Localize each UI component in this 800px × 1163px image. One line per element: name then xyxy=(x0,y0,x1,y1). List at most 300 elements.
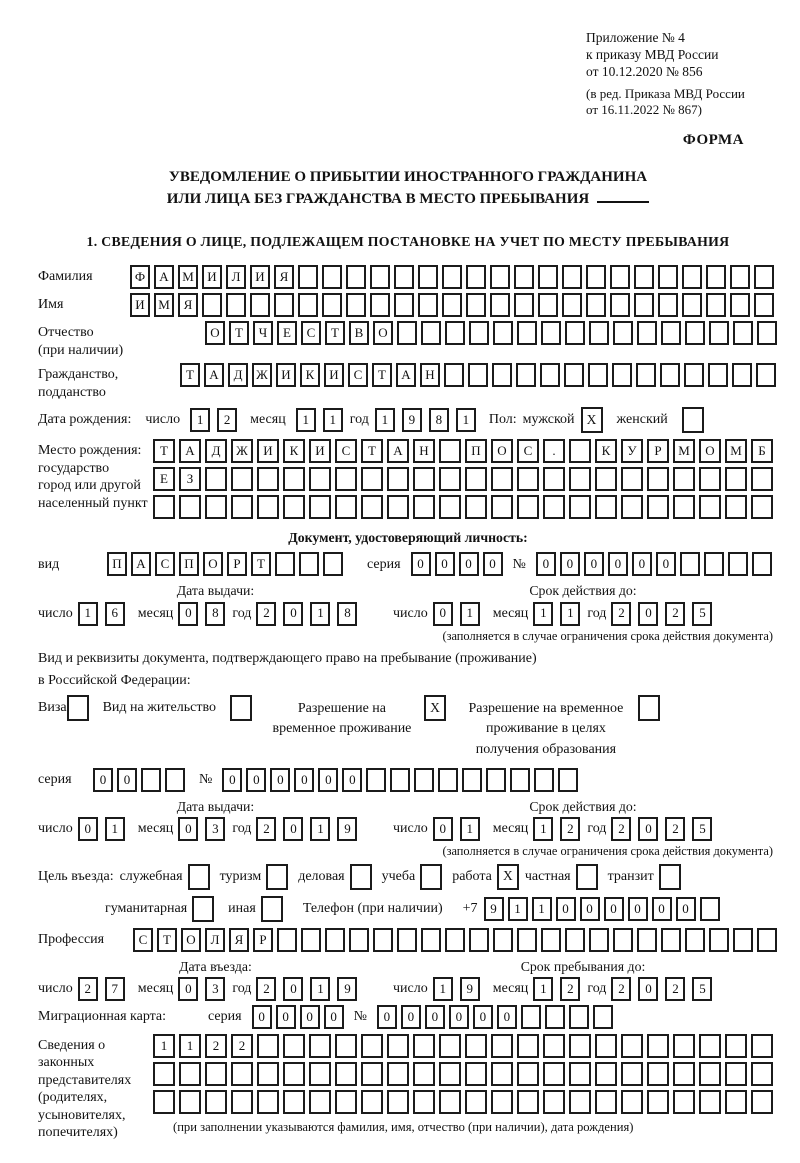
char-cell[interactable] xyxy=(725,1034,747,1058)
char-cell[interactable] xyxy=(733,928,753,952)
char-cell[interactable] xyxy=(751,495,773,519)
char-cell[interactable]: 0 xyxy=(584,552,604,576)
char-cell[interactable] xyxy=(413,1090,435,1114)
char-cell[interactable]: 0 xyxy=(93,768,113,792)
char-cell[interactable] xyxy=(231,495,253,519)
char-cell[interactable]: 0 xyxy=(560,552,580,576)
char-cell[interactable]: Я xyxy=(229,928,249,952)
char-cell[interactable]: Я xyxy=(274,265,294,289)
char-cell[interactable] xyxy=(257,1034,279,1058)
char-cell[interactable] xyxy=(413,1062,435,1086)
char-cell[interactable] xyxy=(205,495,227,519)
char-cell[interactable] xyxy=(445,928,465,952)
char-cell[interactable]: 0 xyxy=(632,552,652,576)
char-cell[interactable] xyxy=(565,321,585,345)
char-cell[interactable]: М xyxy=(178,265,198,289)
char-cell[interactable] xyxy=(517,467,539,491)
char-cell[interactable]: 0 xyxy=(276,1005,296,1029)
char-cell[interactable] xyxy=(141,768,161,792)
char-cell[interactable]: И xyxy=(250,265,270,289)
char-cell[interactable] xyxy=(610,293,630,317)
char-cell[interactable] xyxy=(754,265,774,289)
char-cell[interactable]: 1 xyxy=(310,977,330,1001)
char-cell[interactable] xyxy=(510,768,530,792)
char-cell[interactable] xyxy=(684,363,704,387)
char-cell[interactable]: Т xyxy=(180,363,200,387)
char-cell[interactable] xyxy=(757,928,777,952)
char-cell[interactable]: 0 xyxy=(638,602,658,626)
char-cell[interactable] xyxy=(709,928,729,952)
residence-number-boxes[interactable] xyxy=(222,768,582,792)
char-cell[interactable]: С xyxy=(348,363,368,387)
char-cell[interactable] xyxy=(661,321,681,345)
char-cell[interactable]: М xyxy=(154,293,174,317)
char-cell[interactable] xyxy=(231,467,253,491)
char-cell[interactable]: 0 xyxy=(78,817,98,841)
char-cell[interactable]: Т xyxy=(325,321,345,345)
char-cell[interactable] xyxy=(704,552,724,576)
char-cell[interactable] xyxy=(621,1034,643,1058)
char-cell[interactable] xyxy=(202,293,222,317)
char-cell[interactable]: П xyxy=(465,439,487,463)
char-cell[interactable]: 0 xyxy=(300,1005,320,1029)
char-cell[interactable]: И xyxy=(202,265,222,289)
char-cell[interactable] xyxy=(153,495,175,519)
char-cell[interactable]: 9 xyxy=(484,897,504,921)
char-cell[interactable]: 1 xyxy=(153,1034,175,1058)
char-cell[interactable] xyxy=(543,467,565,491)
char-cell[interactable] xyxy=(205,1062,227,1086)
char-cell[interactable] xyxy=(699,467,721,491)
identity-doc-series-boxes[interactable] xyxy=(411,552,507,576)
char-cell[interactable] xyxy=(569,1005,589,1029)
char-cell[interactable] xyxy=(517,321,537,345)
char-cell[interactable] xyxy=(361,1090,383,1114)
char-cell[interactable]: 1 xyxy=(310,817,330,841)
char-cell[interactable] xyxy=(469,321,489,345)
residence-expiry-year[interactable] xyxy=(611,817,719,841)
char-cell[interactable]: 0 xyxy=(608,552,628,576)
char-cell[interactable] xyxy=(514,265,534,289)
char-cell[interactable]: 2 xyxy=(560,817,580,841)
char-cell[interactable] xyxy=(277,928,297,952)
char-cell[interactable] xyxy=(439,1034,461,1058)
char-cell[interactable] xyxy=(543,1062,565,1086)
char-cell[interactable] xyxy=(442,293,462,317)
char-cell[interactable]: 2 xyxy=(611,602,631,626)
char-cell[interactable] xyxy=(517,495,539,519)
checkbox-official[interactable] xyxy=(188,864,210,890)
char-cell[interactable]: 0 xyxy=(433,817,453,841)
birth-place-row-3[interactable] xyxy=(153,495,777,519)
char-cell[interactable]: Р xyxy=(227,552,247,576)
char-cell[interactable]: 0 xyxy=(252,1005,272,1029)
char-cell[interactable] xyxy=(586,293,606,317)
char-cell[interactable] xyxy=(346,265,366,289)
char-cell[interactable]: . xyxy=(543,439,565,463)
char-cell[interactable] xyxy=(390,768,410,792)
char-cell[interactable] xyxy=(257,1062,279,1086)
char-cell[interactable] xyxy=(545,1005,565,1029)
char-cell[interactable] xyxy=(589,928,609,952)
char-cell[interactable] xyxy=(647,1034,669,1058)
char-cell[interactable] xyxy=(569,1090,591,1114)
checkbox-visa[interactable] xyxy=(67,695,89,721)
char-cell[interactable] xyxy=(541,928,561,952)
residence-expiry-month[interactable] xyxy=(533,817,587,841)
char-cell[interactable] xyxy=(725,495,747,519)
char-cell[interactable] xyxy=(647,1062,669,1086)
char-cell[interactable] xyxy=(301,928,321,952)
char-cell[interactable] xyxy=(673,1034,695,1058)
char-cell[interactable] xyxy=(685,928,705,952)
checkbox-temp-residence-education[interactable] xyxy=(638,695,660,721)
char-cell[interactable]: У xyxy=(621,439,643,463)
char-cell[interactable] xyxy=(335,1062,357,1086)
char-cell[interactable] xyxy=(387,1090,409,1114)
char-cell[interactable] xyxy=(562,265,582,289)
char-cell[interactable] xyxy=(658,293,678,317)
char-cell[interactable] xyxy=(682,293,702,317)
char-cell[interactable] xyxy=(361,467,383,491)
char-cell[interactable]: Я xyxy=(178,293,198,317)
char-cell[interactable] xyxy=(673,467,695,491)
char-cell[interactable]: 3 xyxy=(205,817,225,841)
char-cell[interactable] xyxy=(466,293,486,317)
char-cell[interactable] xyxy=(682,265,702,289)
char-cell[interactable]: 2 xyxy=(78,977,98,1001)
representatives-row-3[interactable] xyxy=(153,1090,777,1114)
char-cell[interactable]: 3 xyxy=(205,977,225,1001)
char-cell[interactable]: 1 xyxy=(296,408,316,432)
char-cell[interactable]: Е xyxy=(277,321,297,345)
char-cell[interactable]: 2 xyxy=(611,817,631,841)
char-cell[interactable] xyxy=(179,1062,201,1086)
char-cell[interactable]: 2 xyxy=(256,977,276,1001)
checkbox-transit[interactable] xyxy=(659,864,681,890)
char-cell[interactable] xyxy=(613,321,633,345)
char-cell[interactable] xyxy=(466,265,486,289)
char-cell[interactable] xyxy=(709,321,729,345)
char-cell[interactable] xyxy=(569,439,591,463)
char-cell[interactable] xyxy=(569,1062,591,1086)
char-cell[interactable] xyxy=(728,552,748,576)
char-cell[interactable] xyxy=(322,265,342,289)
char-cell[interactable]: 2 xyxy=(665,602,685,626)
char-cell[interactable]: А xyxy=(154,265,174,289)
char-cell[interactable]: 0 xyxy=(652,897,672,921)
identity-issue-month[interactable] xyxy=(178,602,232,626)
birth-place-row-1[interactable] xyxy=(153,439,777,463)
char-cell[interactable]: 5 xyxy=(692,977,712,1001)
char-cell[interactable] xyxy=(397,928,417,952)
char-cell[interactable]: 0 xyxy=(638,817,658,841)
char-cell[interactable] xyxy=(521,1005,541,1029)
checkbox-tourism[interactable] xyxy=(266,864,288,890)
identity-expiry-day[interactable] xyxy=(433,602,487,626)
char-cell[interactable] xyxy=(387,1034,409,1058)
char-cell[interactable] xyxy=(751,1090,773,1114)
char-cell[interactable]: 0 xyxy=(178,817,198,841)
char-cell[interactable] xyxy=(335,1034,357,1058)
char-cell[interactable] xyxy=(165,768,185,792)
char-cell[interactable] xyxy=(283,1062,305,1086)
char-cell[interactable] xyxy=(444,363,464,387)
char-cell[interactable]: И xyxy=(130,293,150,317)
char-cell[interactable]: Т xyxy=(361,439,383,463)
char-cell[interactable] xyxy=(751,467,773,491)
char-cell[interactable] xyxy=(562,293,582,317)
char-cell[interactable] xyxy=(706,293,726,317)
identity-doc-type-boxes[interactable] xyxy=(107,552,347,576)
char-cell[interactable]: 1 xyxy=(533,977,553,1001)
residence-expiry-day[interactable] xyxy=(433,817,487,841)
char-cell[interactable]: М xyxy=(725,439,747,463)
char-cell[interactable]: 1 xyxy=(456,408,476,432)
char-cell[interactable] xyxy=(516,363,536,387)
char-cell[interactable] xyxy=(752,552,772,576)
char-cell[interactable] xyxy=(660,363,680,387)
char-cell[interactable]: 0 xyxy=(377,1005,397,1029)
char-cell[interactable]: 2 xyxy=(217,408,237,432)
char-cell[interactable] xyxy=(179,495,201,519)
char-cell[interactable] xyxy=(465,1034,487,1058)
char-cell[interactable] xyxy=(540,363,560,387)
char-cell[interactable] xyxy=(517,1090,539,1114)
char-cell[interactable]: 2 xyxy=(665,977,685,1001)
char-cell[interactable] xyxy=(708,363,728,387)
residence-issue-day[interactable] xyxy=(78,817,132,841)
char-cell[interactable]: 8 xyxy=(429,408,449,432)
phone-boxes[interactable] xyxy=(484,897,724,921)
char-cell[interactable] xyxy=(490,293,510,317)
char-cell[interactable] xyxy=(673,495,695,519)
char-cell[interactable] xyxy=(613,928,633,952)
citizenship-boxes[interactable] xyxy=(180,363,780,387)
char-cell[interactable]: 0 xyxy=(433,602,453,626)
char-cell[interactable] xyxy=(647,1090,669,1114)
char-cell[interactable] xyxy=(361,495,383,519)
char-cell[interactable] xyxy=(323,552,343,576)
char-cell[interactable]: С xyxy=(517,439,539,463)
char-cell[interactable] xyxy=(257,495,279,519)
char-cell[interactable] xyxy=(491,467,513,491)
char-cell[interactable] xyxy=(492,363,512,387)
char-cell[interactable]: 1 xyxy=(533,602,553,626)
char-cell[interactable]: 1 xyxy=(508,897,528,921)
char-cell[interactable] xyxy=(595,1090,617,1114)
char-cell[interactable] xyxy=(366,768,386,792)
char-cell[interactable] xyxy=(370,265,390,289)
char-cell[interactable]: 0 xyxy=(604,897,624,921)
char-cell[interactable] xyxy=(387,467,409,491)
char-cell[interactable]: Р xyxy=(647,439,669,463)
checkbox-work[interactable]: X xyxy=(497,864,519,890)
char-cell[interactable] xyxy=(612,363,632,387)
residence-issue-month[interactable] xyxy=(178,817,232,841)
char-cell[interactable] xyxy=(397,321,417,345)
char-cell[interactable] xyxy=(595,1062,617,1086)
identity-issue-day[interactable] xyxy=(78,602,132,626)
char-cell[interactable] xyxy=(309,1034,331,1058)
char-cell[interactable] xyxy=(298,265,318,289)
char-cell[interactable] xyxy=(491,495,513,519)
char-cell[interactable] xyxy=(179,1090,201,1114)
char-cell[interactable]: О xyxy=(181,928,201,952)
char-cell[interactable] xyxy=(373,928,393,952)
checkbox-humanitarian[interactable] xyxy=(192,896,214,922)
char-cell[interactable] xyxy=(699,1062,721,1086)
char-cell[interactable]: 9 xyxy=(402,408,422,432)
char-cell[interactable] xyxy=(418,293,438,317)
char-cell[interactable] xyxy=(514,293,534,317)
char-cell[interactable] xyxy=(325,928,345,952)
char-cell[interactable]: 0 xyxy=(435,552,455,576)
char-cell[interactable] xyxy=(543,1034,565,1058)
char-cell[interactable] xyxy=(517,1062,539,1086)
char-cell[interactable] xyxy=(361,1062,383,1086)
char-cell[interactable] xyxy=(673,1062,695,1086)
char-cell[interactable]: Т xyxy=(229,321,249,345)
char-cell[interactable] xyxy=(757,321,777,345)
checkbox-female[interactable] xyxy=(682,407,704,433)
identity-expiry-month[interactable] xyxy=(533,602,587,626)
char-cell[interactable] xyxy=(349,928,369,952)
char-cell[interactable]: К xyxy=(300,363,320,387)
checkbox-private[interactable] xyxy=(576,864,598,890)
char-cell[interactable]: Д xyxy=(205,439,227,463)
char-cell[interactable] xyxy=(589,321,609,345)
char-cell[interactable] xyxy=(595,467,617,491)
char-cell[interactable] xyxy=(335,467,357,491)
char-cell[interactable]: Т xyxy=(372,363,392,387)
char-cell[interactable] xyxy=(637,321,657,345)
residence-series-boxes[interactable] xyxy=(93,768,189,792)
checkbox-temp-residence[interactable]: X xyxy=(424,695,446,721)
residence-issue-year[interactable] xyxy=(256,817,364,841)
char-cell[interactable]: 0 xyxy=(117,768,137,792)
char-cell[interactable] xyxy=(647,467,669,491)
char-cell[interactable]: 0 xyxy=(178,977,198,1001)
representatives-row-1[interactable] xyxy=(153,1034,777,1058)
char-cell[interactable] xyxy=(490,265,510,289)
char-cell[interactable] xyxy=(569,495,591,519)
char-cell[interactable] xyxy=(558,768,578,792)
char-cell[interactable] xyxy=(275,552,295,576)
char-cell[interactable]: О xyxy=(373,321,393,345)
char-cell[interactable]: 1 xyxy=(105,817,125,841)
char-cell[interactable] xyxy=(226,293,246,317)
char-cell[interactable] xyxy=(610,265,630,289)
char-cell[interactable]: 0 xyxy=(580,897,600,921)
char-cell[interactable] xyxy=(491,1034,513,1058)
migration-series-boxes[interactable] xyxy=(252,1005,348,1029)
char-cell[interactable] xyxy=(439,1062,461,1086)
char-cell[interactable]: 0 xyxy=(628,897,648,921)
char-cell[interactable]: 5 xyxy=(692,817,712,841)
char-cell[interactable] xyxy=(439,1090,461,1114)
char-cell[interactable]: 2 xyxy=(256,817,276,841)
char-cell[interactable]: 0 xyxy=(425,1005,445,1029)
char-cell[interactable] xyxy=(231,1062,253,1086)
identity-doc-number-boxes[interactable] xyxy=(536,552,776,576)
char-cell[interactable]: Т xyxy=(251,552,271,576)
char-cell[interactable]: 1 xyxy=(460,602,480,626)
char-cell[interactable]: 0 xyxy=(473,1005,493,1029)
char-cell[interactable]: 0 xyxy=(283,817,303,841)
char-cell[interactable]: 0 xyxy=(656,552,676,576)
stay-day[interactable] xyxy=(433,977,487,1001)
char-cell[interactable]: О xyxy=(491,439,513,463)
birth-place-row-2[interactable] xyxy=(153,467,777,491)
char-cell[interactable] xyxy=(438,768,458,792)
char-cell[interactable] xyxy=(322,293,342,317)
char-cell[interactable] xyxy=(370,293,390,317)
char-cell[interactable] xyxy=(673,1090,695,1114)
char-cell[interactable] xyxy=(299,552,319,576)
char-cell[interactable]: Е xyxy=(153,467,175,491)
checkbox-other[interactable] xyxy=(261,896,283,922)
char-cell[interactable] xyxy=(725,1062,747,1086)
char-cell[interactable]: 0 xyxy=(324,1005,344,1029)
char-cell[interactable] xyxy=(569,467,591,491)
char-cell[interactable]: А xyxy=(396,363,416,387)
char-cell[interactable]: И xyxy=(324,363,344,387)
char-cell[interactable] xyxy=(595,495,617,519)
char-cell[interactable] xyxy=(706,265,726,289)
char-cell[interactable] xyxy=(534,768,554,792)
char-cell[interactable] xyxy=(335,1090,357,1114)
char-cell[interactable] xyxy=(442,265,462,289)
char-cell[interactable] xyxy=(699,1090,721,1114)
char-cell[interactable] xyxy=(387,495,409,519)
char-cell[interactable]: З xyxy=(179,467,201,491)
char-cell[interactable] xyxy=(250,293,270,317)
char-cell[interactable]: Ж xyxy=(231,439,253,463)
char-cell[interactable]: П xyxy=(179,552,199,576)
char-cell[interactable] xyxy=(413,467,435,491)
char-cell[interactable]: 1 xyxy=(532,897,552,921)
profession-boxes[interactable] xyxy=(133,928,781,952)
char-cell[interactable] xyxy=(634,293,654,317)
char-cell[interactable] xyxy=(725,467,747,491)
char-cell[interactable]: Ч xyxy=(253,321,273,345)
char-cell[interactable] xyxy=(517,928,537,952)
char-cell[interactable] xyxy=(588,363,608,387)
char-cell[interactable] xyxy=(274,293,294,317)
char-cell[interactable] xyxy=(257,467,279,491)
char-cell[interactable]: 2 xyxy=(560,977,580,1001)
char-cell[interactable]: К xyxy=(283,439,305,463)
char-cell[interactable] xyxy=(468,363,488,387)
char-cell[interactable] xyxy=(517,1034,539,1058)
char-cell[interactable]: 1 xyxy=(460,817,480,841)
char-cell[interactable]: 0 xyxy=(536,552,556,576)
char-cell[interactable]: 0 xyxy=(270,768,290,792)
char-cell[interactable] xyxy=(439,467,461,491)
char-cell[interactable]: И xyxy=(309,439,331,463)
char-cell[interactable] xyxy=(465,467,487,491)
char-cell[interactable]: И xyxy=(257,439,279,463)
char-cell[interactable] xyxy=(732,363,752,387)
char-cell[interactable] xyxy=(465,495,487,519)
char-cell[interactable]: Н xyxy=(413,439,435,463)
char-cell[interactable] xyxy=(658,265,678,289)
char-cell[interactable] xyxy=(680,552,700,576)
char-cell[interactable] xyxy=(493,321,513,345)
char-cell[interactable]: Л xyxy=(226,265,246,289)
birth-day-boxes[interactable] xyxy=(190,408,244,432)
